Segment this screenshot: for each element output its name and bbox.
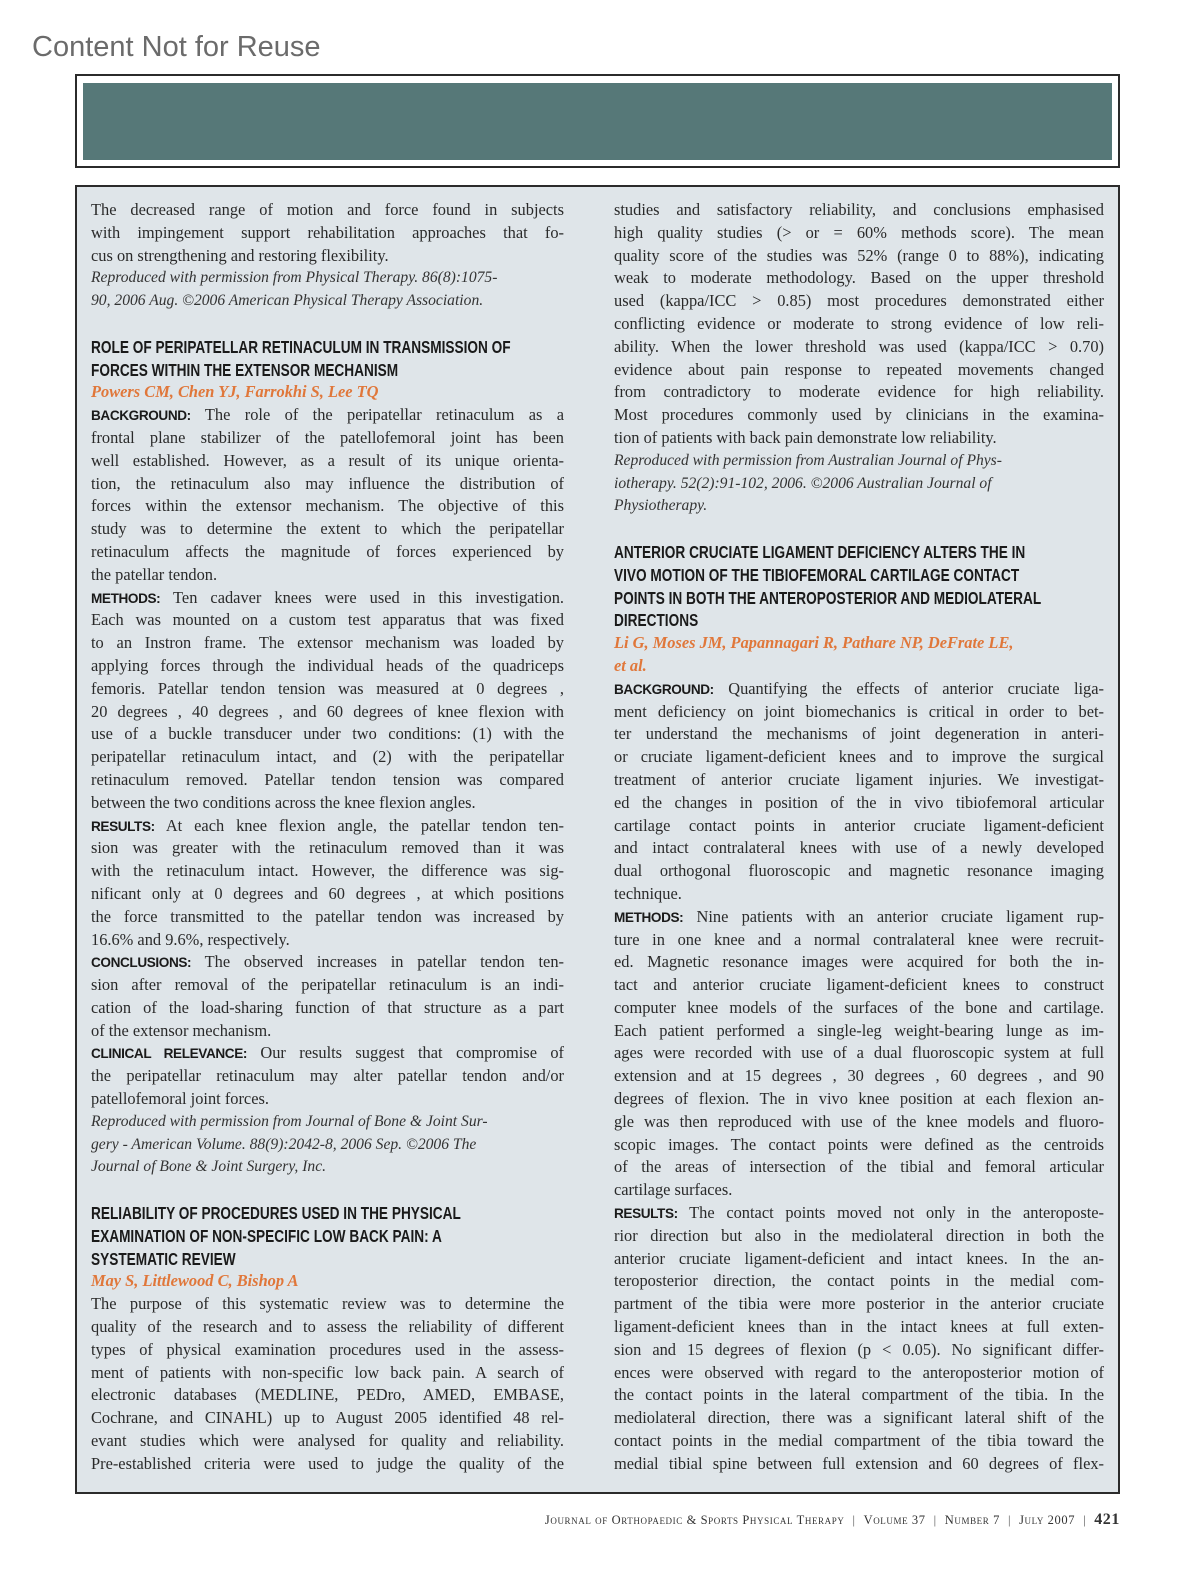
article-title-line xyxy=(91,336,564,359)
body-text-line: the force transmitted to the patellar tendon was increased by xyxy=(91,906,564,926)
body-text-line: to an Instron frame. The extensor mechanism was loaded by xyxy=(91,633,564,653)
body-text-line: The purpose of this systematic review was to determine the xyxy=(91,1294,564,1314)
section-label: BACKGROUND: xyxy=(91,408,191,424)
article-title-line xyxy=(614,587,1104,610)
body-text-line: frontal plane stabilizer of the patellofemoral joint has been xyxy=(91,427,564,447)
body-text-line xyxy=(91,1042,564,1065)
section-text: Quantifying the effects of anterior cruciate liga- xyxy=(728,678,1104,698)
body-text-line: patellofemoral joint forces. xyxy=(91,1089,269,1109)
body-text-line: study was to determine the extent to which the peripatellar xyxy=(91,519,564,539)
body-text-line: Each was mounted on a custom test apparatus that was fixed xyxy=(91,610,564,630)
citation-line: Reproduced with permission from Physical Therapy. 86(8):1075- xyxy=(91,269,498,287)
body-text-line: used (kappa/ICC > 0.85) most procedures demonstrated either xyxy=(614,291,1104,311)
body-text-line: evant studies which were analysed for quality and reliability. xyxy=(91,1431,564,1451)
citation-line: gery - American Volume. 88(9):2042-8, 2006 Sep. ©2006 The xyxy=(91,1135,477,1153)
body-text-line: technique. xyxy=(614,883,682,903)
citation-line: 90, 2006 Aug. ©2006 American Physical Therapy Association. xyxy=(91,292,484,310)
body-text-line: evidence about pain response to repeated movements changed xyxy=(614,359,1104,379)
body-text-line: partment of the tibia were more posterior in the anterior cruciate xyxy=(614,1294,1104,1314)
body-text-line: mediolateral direction, there was a significant lateral shift of the xyxy=(614,1408,1104,1428)
body-text-line: high quality studies (> or = 60% methods score). The mean xyxy=(614,222,1104,242)
footer-volume: Volume 37 xyxy=(863,1513,926,1527)
watermark-text: Content Not for Reuse xyxy=(32,31,321,63)
blank-line xyxy=(91,1179,564,1202)
body-text-line: studies and satisfactory reliability, and conclusions emphasised xyxy=(614,200,1104,219)
section-label: CLINICAL RELEVANCE: xyxy=(91,1046,247,1062)
article-title-line xyxy=(614,541,1104,564)
article-title-line xyxy=(91,1248,564,1271)
section-label: RESULTS: xyxy=(614,1206,678,1222)
body-text-line: ture in one knee and a normal contralateral knee were recruit- xyxy=(614,929,1104,949)
article-title-text: ANTERIOR CRUCIATE LIGAMENT DEFICIENCY ALTERS THE IN xyxy=(614,541,1026,562)
body-text-line: quality of the research and to assess the reliability of different xyxy=(91,1317,564,1337)
article-authors-line: et al. xyxy=(614,655,647,675)
body-text-line: electronic databases (MEDLINE, PEDro, AMED, EMBASE, xyxy=(91,1385,564,1405)
body-text-line: well established. However, as a result of its unique orienta- xyxy=(91,450,564,470)
body-text-line: rior direction but also in the mediolateral direction in both the xyxy=(614,1225,1104,1245)
body-text-line: forces within the extensor mechanism. The objective of this xyxy=(91,496,564,516)
article-title-line xyxy=(91,359,564,382)
body-text-line: cus on strengthening and restoring flexibility. xyxy=(91,245,389,265)
blank-line xyxy=(614,518,1104,541)
body-text-line: femoris. Patellar tendon tension was measured at 0 degrees , xyxy=(91,678,564,698)
body-text-line: sion was greater with the retinaculum removed than it was xyxy=(91,838,564,858)
body-text-line: tion of patients with back pain demonstrate low reliability. xyxy=(614,427,997,447)
page-number: 421 xyxy=(1094,1511,1120,1528)
citation-line: Reproduced with permission from Australian Journal of Phys- xyxy=(614,451,1002,469)
body-text-line: computer knee models of the surfaces of the bone and cartilage. xyxy=(614,997,1104,1017)
body-text-line: conflicting evidence or moderate to strong evidence of low reli- xyxy=(614,313,1104,333)
section-text: The observed increases in patellar tendon ten- xyxy=(204,952,564,972)
section-label: METHODS: xyxy=(614,909,684,925)
body-text-line: the contact points in the lateral compartment of the tibia. In the xyxy=(614,1385,1104,1405)
body-text-line: teroposterior direction, the contact points in the medial com- xyxy=(614,1271,1104,1291)
body-text-line: sion after removal of the peripatellar retinaculum is an indi- xyxy=(91,975,564,995)
page-footer: Journal of Orthopaedic & Sports Physical Therapy | Volume 37 | Number 7 | July 2007 | 421 xyxy=(544,1511,1120,1528)
article-title-text: POINTS IN BOTH THE ANTEROPOSTERIOR AND MEDIOLATERAL xyxy=(614,587,1042,608)
body-text-line: Each patient performed a single-leg weight-bearing lunge as im- xyxy=(614,1020,1104,1040)
body-text-line: scopic images. The contact points were defined as the centroids xyxy=(614,1134,1104,1154)
body-text-line: ter understand the mechanisms of joint degeneration in anteri- xyxy=(614,724,1104,744)
body-text-line: cartilage contact points in anterior cruciate ligament-deficient xyxy=(614,815,1104,835)
body-text-line: of the areas of intersection of the tibial and femoral articular xyxy=(614,1157,1104,1177)
body-text-line: quality score of the studies was 52% (range 0 to 88%), indicating xyxy=(614,245,1104,265)
article-authors-line: Li G, Moses JM, Papannagari R, Pathare NP, DeFrate LE, xyxy=(614,633,1014,653)
body-text-line: tact and anterior cruciate ligament-deficient knees to construct xyxy=(614,975,1104,995)
body-text-line: peripatellar retinaculum intact, and (2) with the peripatellar xyxy=(91,747,564,767)
body-text-line: with the retinaculum intact. However, the difference was sig- xyxy=(91,861,564,881)
body-text-line: ability. When the lower threshold was used (kappa/ICC > 0.70) xyxy=(614,336,1104,356)
body-text-line xyxy=(91,951,564,974)
body-text-line: or cruciate ligament-deficient knees and to improve the surgical xyxy=(614,747,1104,767)
body-text-line xyxy=(91,815,564,838)
footer-number: Number 7 xyxy=(944,1513,1000,1527)
citation-line: Journal of Bone & Joint Surgery, Inc. xyxy=(91,1158,327,1176)
body-text-line xyxy=(91,404,564,427)
body-text-line: 20 degrees , 40 degrees , and 60 degrees of knee flexion with xyxy=(91,701,564,721)
body-text-line: the peripatellar retinaculum may alter patellar tendon and/or xyxy=(91,1066,564,1086)
body-text-line: dual orthogonal fluoroscopic and magnetic resonance imaging xyxy=(614,861,1104,881)
body-text-line xyxy=(614,1202,1104,1225)
body-text-line: nificant only at 0 degrees and 60 degrees , at which positions xyxy=(91,883,564,903)
body-text-line: ment of patients with non-specific low back pain. A search of xyxy=(91,1362,564,1382)
section-text: At each knee flexion angle, the patellar tendon ten- xyxy=(165,815,564,835)
section-label: METHODS: xyxy=(91,590,161,606)
body-text-line: treatment of anterior cruciate ligament injuries. We investigat- xyxy=(614,769,1104,789)
right-column xyxy=(614,199,1104,1476)
body-text-line: ligament-deficient knees than in the intact knees at full exten- xyxy=(614,1317,1104,1337)
body-text-line: ed. Magnetic resonance images were acquired for both the in- xyxy=(614,952,1104,972)
body-text-line xyxy=(614,678,1104,701)
body-text-line xyxy=(614,906,1104,929)
article-authors-line: Powers CM, Chen YJ, Farrokhi S, Lee TQ xyxy=(91,382,379,402)
body-text-line: medial tibial spine between full extension and 60 degrees of flex- xyxy=(614,1453,1104,1473)
article-title-line xyxy=(91,1202,564,1225)
body-text-line: between the two conditions across the knee flexion angles. xyxy=(91,792,476,812)
article-title-line xyxy=(614,609,1104,632)
section-text: Our results suggest that compromise of xyxy=(260,1043,564,1063)
body-text-line: with impingement support rehabilitation approaches that fo- xyxy=(91,222,564,242)
banner-fill xyxy=(83,83,1112,160)
section-text: The contact points moved not only in the anteroposte- xyxy=(689,1203,1104,1223)
citation-line: iotherapy. 52(2):91-102, 2006. ©2006 Australian Journal of xyxy=(614,474,992,492)
article-title-text: RELIABILITY OF PROCEDURES USED IN THE PHYSICAL xyxy=(91,1203,461,1224)
blank-line xyxy=(91,313,564,336)
footer-date: July 2007 xyxy=(1019,1513,1076,1527)
body-text-line: weak to moderate methodology. Based on the upper threshold xyxy=(614,268,1104,288)
article-title-text: ROLE OF PERIPATELLAR RETINACULUM IN TRANSMISSION OF xyxy=(91,336,511,357)
section-text: The role of the peripatellar retinaculum as a xyxy=(204,405,565,425)
body-text-line: Most procedures commonly used by clinicians in the examina- xyxy=(614,405,1104,425)
section-text: Nine patients with an anterior cruciate ligament rup- xyxy=(696,906,1104,926)
article-title-text: VIVO MOTION OF THE TIBIOFEMORAL CARTILAGE CONTACT xyxy=(614,564,1020,585)
body-text-line: from contradictory to moderate evidence for high reliability. xyxy=(614,382,1104,402)
body-text-line: extension and at 15 degrees , 30 degrees , 60 degrees , and 90 xyxy=(614,1066,1104,1086)
body-text-line: anterior cruciate ligament-deficient and intact knees. In the an- xyxy=(614,1248,1104,1268)
body-text-line: 16.6% and 9.6%, respectively. xyxy=(91,929,290,949)
body-text-line: ed the changes in position of the in vivo tibiofemoral articular xyxy=(614,792,1104,812)
section-label: CONCLUSIONS: xyxy=(91,955,192,971)
body-text-line: sion and 15 degrees of flexion (p < 0.05). No significant differ- xyxy=(614,1339,1104,1359)
article-authors-line: May S, Littlewood C, Bishop A xyxy=(91,1271,299,1291)
section-label: BACKGROUND: xyxy=(614,681,714,697)
body-text-line: applying forces through the individual heads of the quadriceps xyxy=(91,655,564,675)
header-banner xyxy=(75,74,1120,168)
article-title-text: FORCES WITHIN THE EXTENSOR MECHANISM xyxy=(91,359,399,380)
body-text-line: tion, the retinaculum also may influence the distribution of xyxy=(91,473,564,493)
body-text-line: ences were observed with regard to the anteroposterior motion of xyxy=(614,1362,1104,1382)
section-label: RESULTS: xyxy=(91,818,155,834)
citation-line: Physiotherapy. xyxy=(614,497,708,515)
citation-line: Reproduced with permission from Journal of Bone & Joint Sur- xyxy=(91,1112,488,1130)
body-text-line: Pre-established criteria were used to judge the quality of the xyxy=(91,1453,564,1473)
body-text-line: gle was then reproduced with use of the knee models and fluoro- xyxy=(614,1111,1104,1131)
body-text-line: The decreased range of motion and force found in subjects xyxy=(91,200,564,219)
body-text-line: of the extensor mechanism. xyxy=(91,1020,272,1040)
body-text-line: Cochrane, and CINAHL) up to August 2005 identified 48 rel- xyxy=(91,1408,564,1428)
body-text-line: retinaculum removed. Patellar tendon tension was compared xyxy=(91,769,564,789)
body-text-line: degrees of flexion. The in vivo knee position at each flexion an- xyxy=(614,1089,1104,1109)
article-title-text: DIRECTIONS xyxy=(614,610,699,631)
body-text-line xyxy=(91,587,564,610)
section-text: Ten cadaver knees were used in this investigation. xyxy=(173,587,564,607)
article-title-text: SYSTEMATIC REVIEW xyxy=(91,1248,236,1269)
body-text-line: retinaculum affects the magnitude of forces experienced by xyxy=(91,541,564,561)
article-title-line xyxy=(91,1225,564,1248)
body-text-line: cartilage surfaces. xyxy=(614,1180,733,1200)
article-title-text: EXAMINATION OF NON-SPECIFIC LOW BACK PAIN: A xyxy=(91,1225,442,1246)
body-text-line: contact points in the medial compartment of the tibia toward the xyxy=(614,1431,1104,1451)
left-column xyxy=(91,199,564,1476)
footer-journal: Journal of Orthopaedic & Sports Physical Therapy xyxy=(544,1513,845,1527)
body-text-line: ment deficiency on joint biomechanics is critical in order to bet- xyxy=(614,701,1104,721)
body-text-line: the patellar tendon. xyxy=(91,564,218,584)
article-title-line xyxy=(614,564,1104,587)
body-text-line: use of a buckle transducer under two conditions: (1) with the xyxy=(91,724,564,744)
body-text-line: types of physical examination procedures used in the assess- xyxy=(91,1339,564,1359)
body-text-line: cation of the load-sharing function of that structure as a part xyxy=(91,997,564,1017)
body-text-line: and intact contralateral knees with use of a newly developed xyxy=(614,838,1104,858)
body-text-line: ages were recorded with use of a dual fluoroscopic system at full xyxy=(614,1043,1104,1063)
